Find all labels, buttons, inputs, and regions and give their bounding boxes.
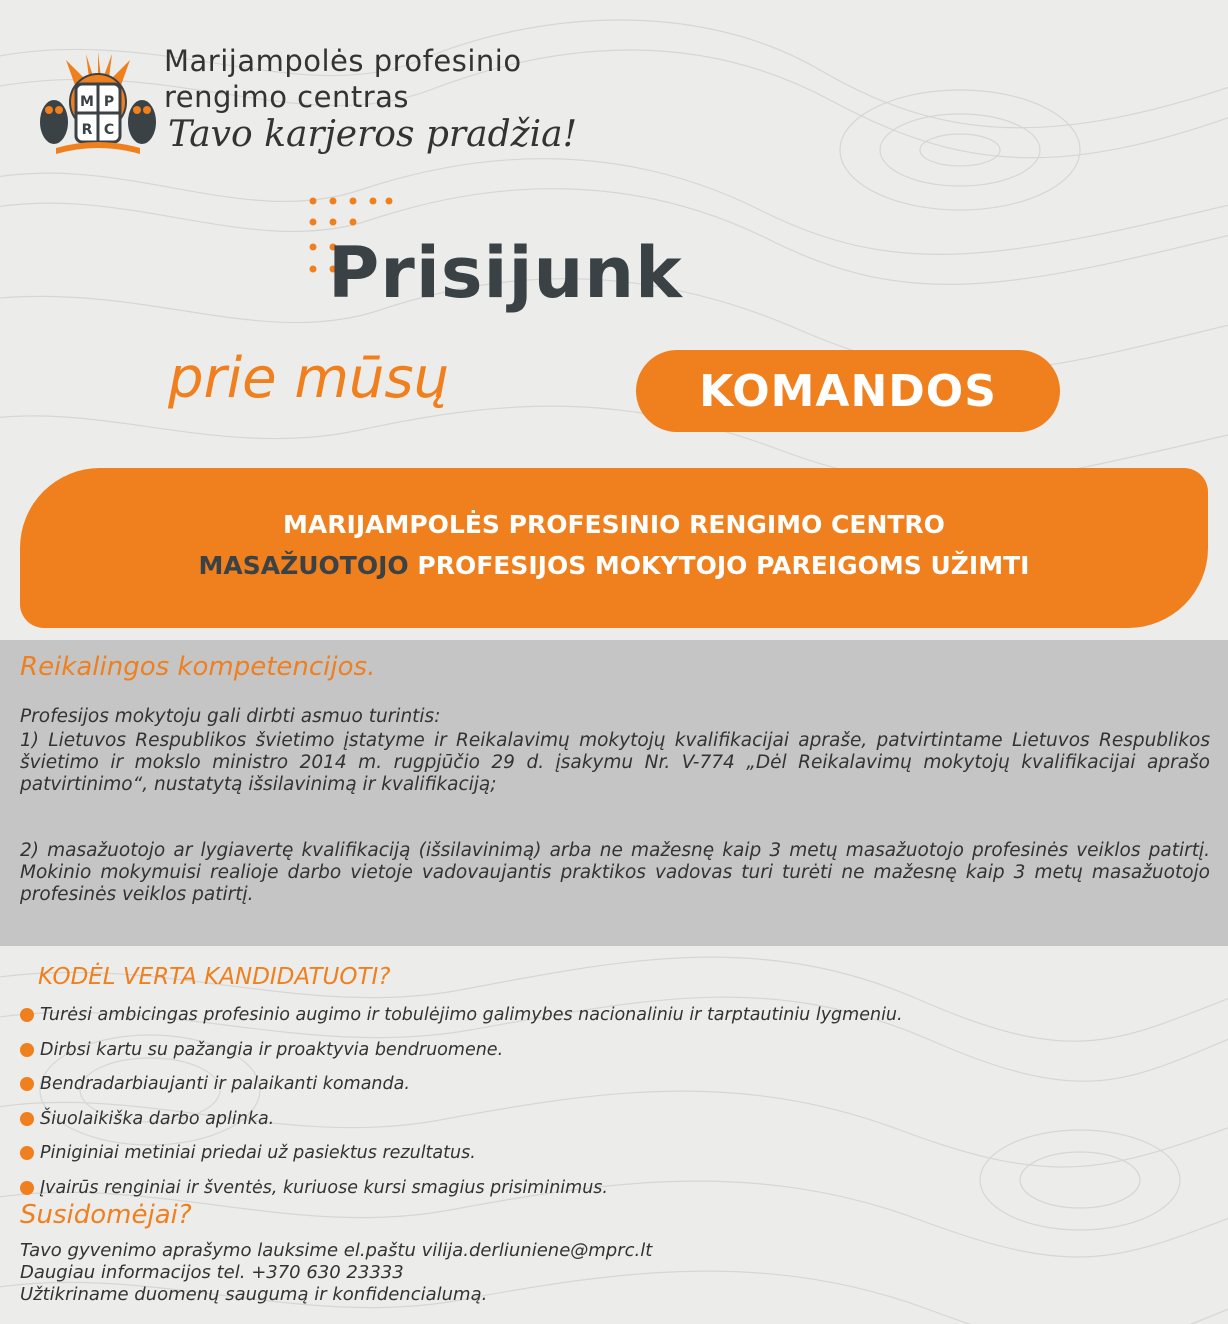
- bullet-dot-icon: [20, 1043, 34, 1057]
- list-item: [20, 1136, 903, 1171]
- list-item-text: Bendradarbiaujanti ir palaikanti komanda.: [40, 1074, 410, 1095]
- owl-left-icon: [40, 100, 68, 144]
- owl-right-icon: [128, 100, 156, 144]
- komandos-pill: KOMANDOS: [636, 350, 1060, 432]
- why-apply-title: KODĖL VERTA KANDIDATUOTI?: [38, 964, 391, 990]
- open-book-icon: [56, 142, 140, 154]
- org-name-line-2: rengimo centras: [164, 80, 410, 114]
- logo-letter-p: P: [103, 94, 115, 110]
- banner-highlight: MASAŽUOTOJO: [198, 551, 409, 580]
- headline: Prisijunk: [328, 232, 683, 314]
- banner-line-1: MARIJAMPOLĖS PROFESINIO RENGIMO CENTRO: [283, 510, 945, 539]
- list-item-text: Dirbsi kartu su pažangia ir proaktyvia bendruomene.: [40, 1039, 504, 1060]
- logo-letter-r: R: [81, 122, 93, 138]
- bullet-dot-icon: [20, 1008, 34, 1022]
- list-item-text: Šiuolaikiška darbo aplinka.: [40, 1108, 275, 1129]
- requirement-point-2: 2) masažuotojo ar lygiavertę kvalifikaciją (išsilavinimą) arba ne mažesnę kaip 3 metų masažuotojo profesinės veiklos patirtį. Mokinio mokymuisi realioje darbo vietoje vadovaujantis praktikos vadovas turi turėti ne mažesnę kaip 3 metų masažuotojo profesinės veiklos patirtį.: [20, 840, 1210, 905]
- contact-line-phone: Daugiau informacijos tel. +370 630 23333: [20, 1262, 404, 1283]
- tagline: Tavo karjeros pradžia!: [168, 114, 578, 155]
- list-item: [20, 998, 903, 1033]
- bullet-dot-icon: [20, 1181, 34, 1195]
- banner-line-2: [20, 551, 1208, 580]
- bullet-dot-icon: [20, 1112, 34, 1126]
- list-item: [20, 1033, 903, 1068]
- requirement-point-1: 1) Lietuvos Respublikos švietimo įstatyme ir Reikalavimų mokytojų kvalifikacijai apraše, patvirtintame Lietuvos Respublikos švietimo ir mokslo ministro 2014 m. rugpjūčio 29 d. įsakymu Nr. V-774 „Dėl Reikalavimų mokytojų kvalifikacijai aprašo patvirtinimo“, nustatytą išsilavinimą ir kvalifikaciją;: [20, 730, 1210, 795]
- list-item-text: Įvairūs renginiai ir šventės, kuriuose kursi smagius prisiminimus.: [40, 1177, 608, 1198]
- why-apply-list: [20, 998, 903, 1205]
- list-item-text: Piniginiai metiniai priedai už pasiektus rezultatus.: [40, 1143, 476, 1164]
- requirements-lead: Profesijos mokytoju gali dirbti asmuo turintis:: [20, 706, 441, 727]
- position-banner: [20, 468, 1208, 628]
- contact-title: Susidomėjai?: [20, 1200, 192, 1230]
- requirements-title: Reikalingos kompetencijos.: [20, 652, 376, 682]
- list-item: [20, 1067, 903, 1102]
- mprc-logo: [36, 52, 161, 162]
- bullet-dot-icon: [20, 1077, 34, 1091]
- bullet-dot-icon: [20, 1146, 34, 1160]
- list-item: [20, 1102, 903, 1137]
- logo-letter-c: C: [103, 122, 115, 138]
- contact-line-email: Tavo gyvenimo aprašymo lauksime el.paštu vilija.derliuniene@mprc.lt: [20, 1240, 653, 1261]
- logo-letter-m: M: [80, 94, 94, 110]
- sub-headline: prie mūsų: [168, 346, 450, 411]
- list-item-text: Turėsi ambicingas profesinio augimo ir tobulėjimo galimybes nacionaliniu ir tarptautiniu lygmeniu.: [40, 1005, 903, 1026]
- banner-line-2-rest: PROFESIJOS MOKYTOJO PAREIGOMS UŽIMTI: [408, 551, 1030, 580]
- contact-line-privacy: Užtikriname duomenų saugumą ir konfidencialumą.: [20, 1284, 488, 1305]
- org-name-line-1: Marijampolės profesinio: [164, 44, 522, 78]
- contact-info: [20, 1240, 652, 1306]
